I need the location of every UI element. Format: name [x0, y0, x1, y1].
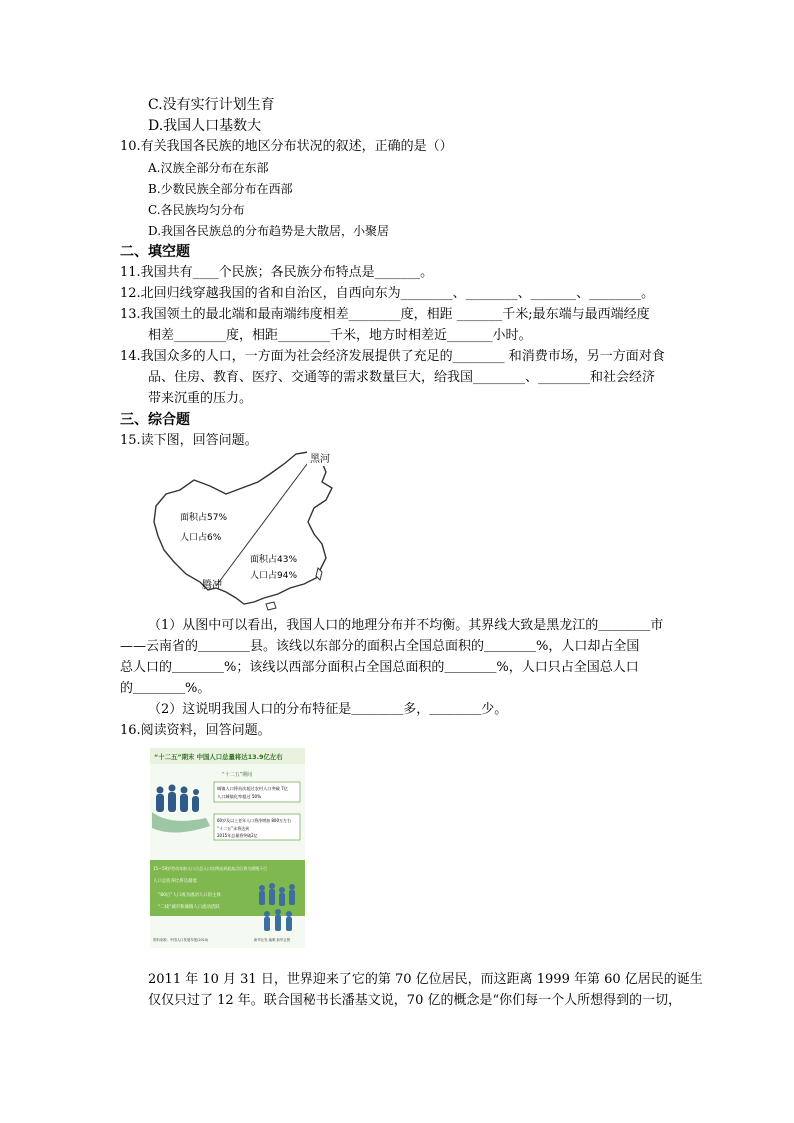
q16-text-line-2: 仅仅只过了 12 年。联合国秘书长潘基文说，70 亿的概念是“你们每一个人所想得到的一切，	[148, 993, 682, 1008]
q15-part1-line-2: ——云南省的＿＿＿＿县。该线以东部分的面积占全国总面积的＿＿＿＿%，人口却占全国	[120, 639, 640, 654]
east-area-label: 面积占43%	[250, 555, 298, 565]
poster-headline: “十二五”期末 中国人口总量将达13.9亿左右	[154, 753, 283, 761]
section-comprehensive-heading: 三、综合题	[120, 412, 190, 428]
q15-part1-line-1: （1）从图中可以看出，我国人口的地理分布并不均衡。其界线大致是黑龙江的＿＿＿＿市	[148, 618, 664, 633]
population-poster	[150, 748, 305, 948]
poster-credit: 新华社发 编制 新华社图	[254, 938, 291, 942]
heihe-label: 黑河	[310, 454, 330, 465]
poster-period: “十二五”期间	[222, 772, 253, 778]
poster-band-line3: “80后”人口成为流动人口的主体	[158, 893, 221, 898]
q10-option-d: D.我国各民族总的分布趋势是大散居，小聚居	[148, 224, 390, 238]
poster-box1-line2: 人口城镇化率超过 50%	[217, 794, 262, 799]
question-14-line-1: 14.我国众多的人口，一方面为社会经济发展提供了充足的________ 和消费市场，另一方面对食	[120, 349, 665, 364]
poster-source: 资料来源：中国人口发展年报(2010)	[153, 938, 209, 942]
question-10: 10.有关我国各民族的地区分布状况的叙述，正确的是（）	[120, 139, 453, 154]
q10-option-a: A.汉族全部分布在东部	[148, 161, 269, 175]
tengchong-label: 腾冲	[202, 580, 222, 591]
poster-box2-line1: 60岁及以上老年人口将净增加 800万左右	[217, 818, 291, 823]
section-fill-in-heading: 二、填空题	[120, 244, 190, 260]
question-13-line-2: 相差________度，相距________千米，地方时相差近_______小时。	[148, 328, 532, 343]
china-population-map	[150, 448, 360, 613]
poster-band-line2: 人口总抚养比将达最低	[153, 879, 197, 884]
west-pop-label: 人口占6%	[180, 533, 222, 543]
question-13-line-1: 13.我国领土的最北端和最南端纬度相差________度，相距 _______千米;最东端与最西端经度	[120, 307, 650, 322]
q9-option-d: D.我国人口基数大	[148, 118, 262, 134]
poster-band-line4: “二线”城市和城镇人口流动活跃	[158, 905, 220, 910]
q16-text-line-1: 2011 年 10 月 31 日，世界迎来了它的第 70 亿位居民，而这距离 1999 年第 60 亿居民的诞生	[148, 972, 703, 987]
q15-part1-line-4: 的＿＿＿＿%。	[120, 681, 211, 696]
china-outline	[154, 452, 332, 604]
poster-box2-line3: 2015年总量将突破2亿	[217, 833, 258, 838]
q15-part1-line-3: 总人口的＿＿＿＿%；该线以西部分面积占全国总面积的＿＿＿＿%，人口只占全国总人口	[120, 660, 639, 675]
q10-option-c: C.各民族均匀分布	[148, 203, 245, 217]
q9-option-c: C.没有实行计划生育	[148, 97, 275, 113]
poster-band-line1: 15～59岁劳动年龄人口占总人口比例达到最高点后将为缓慢下行	[153, 866, 268, 871]
question-12: 12.北回归线穿越我国的省和自治区，自西向东为________、________、_______、________。	[120, 286, 655, 301]
hainan-island	[266, 602, 276, 610]
question-14-line-2: 品、住房、教育、医疗、交通等的需求数量巨大，给我国________、________和社会经济	[148, 370, 656, 385]
poster-box2-line2: “十二五”末将达到	[217, 826, 250, 831]
west-area-label: 面积占57%	[180, 513, 228, 523]
question-15: 15.读下图，回答问题。	[120, 433, 258, 448]
q15-part2: （2）这说明我国人口的分布特征是＿＿＿＿多，＿＿＿＿少。	[148, 702, 508, 717]
poster-box1-line1: 城镇人口将首次超过农村人口突破 7亿	[217, 786, 288, 791]
question-14-line-3: 带来沉重的压力。	[148, 391, 253, 406]
q10-option-b: B.少数民族全部分布在西部	[148, 182, 293, 196]
question-11: 11.我国共有____个民族；各民族分布特点是_______。	[120, 265, 434, 280]
east-pop-label: 人口占94%	[250, 571, 298, 581]
question-16: 16.阅读资料，回答问题。	[120, 723, 271, 738]
